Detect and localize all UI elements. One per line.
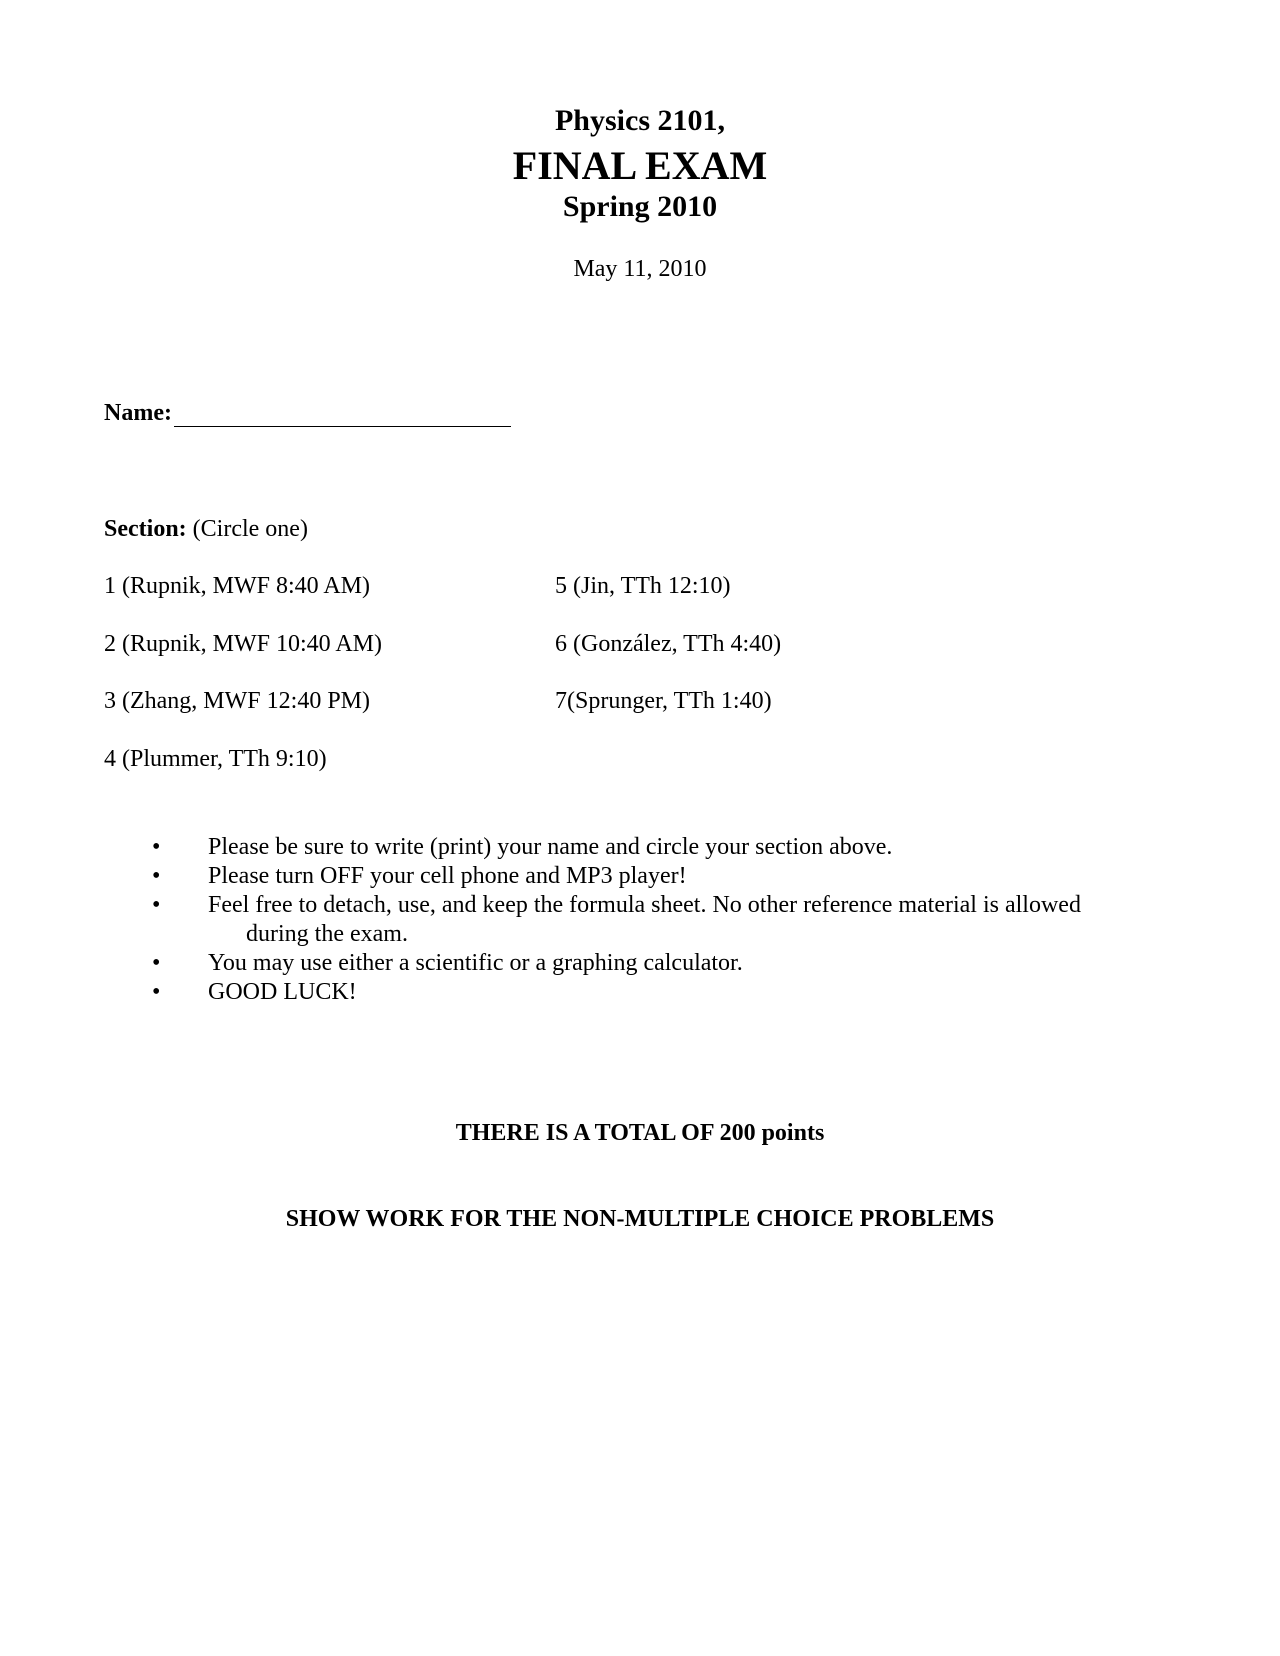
instruction-text-continued: during the exam. xyxy=(246,921,408,947)
show-work-notice: SHOW WORK FOR THE NON-MULTIPLE CHOICE PROBLEMS xyxy=(285,1206,995,1232)
list-item xyxy=(104,862,1164,891)
list-item xyxy=(104,833,1164,862)
instruction-text: Feel free to detach, use, and keep the formula sheet. No other reference material is allowed xyxy=(208,892,1081,918)
course-title: Physics 2101, xyxy=(554,104,725,137)
total-points-notice: THERE IS A TOTAL OF 200 points xyxy=(455,1120,825,1146)
section-heading xyxy=(104,516,308,543)
bullet-icon: • xyxy=(152,950,161,976)
section-option-2[interactable]: 2 (Rupnik, MWF 10:40 AM) xyxy=(104,631,383,657)
section-label: Section: xyxy=(104,516,187,542)
name-label: Name: xyxy=(104,400,172,426)
instruction-text: Please turn OFF your cell phone and MP3 player! xyxy=(208,863,687,889)
exam-date: May 11, 2010 xyxy=(573,256,707,282)
list-item xyxy=(104,978,1164,1007)
section-option-5[interactable]: 5 (Jin, TTh 12:10) xyxy=(555,573,731,599)
section-option-6[interactable]: 6 (González, TTh 4:40) xyxy=(555,631,782,657)
instructions-list xyxy=(104,833,1164,1007)
section-option-3[interactable]: 3 (Zhang, MWF 12:40 PM) xyxy=(104,688,370,714)
list-item xyxy=(104,949,1164,978)
exam-term: Spring 2010 xyxy=(562,190,718,223)
instruction-text: GOOD LUCK! xyxy=(208,979,357,1005)
instruction-text: Please be sure to write (print) your name and circle your section above. xyxy=(208,834,893,860)
section-option-1[interactable]: 1 (Rupnik, MWF 8:40 AM) xyxy=(104,573,371,599)
bullet-icon: • xyxy=(152,834,161,860)
instruction-text: You may use either a scientific or a graphing calculator. xyxy=(208,950,743,976)
list-item xyxy=(104,891,1164,949)
section-instruction: (Circle one) xyxy=(192,516,308,542)
section-option-4[interactable]: 4 (Plummer, TTh 9:10) xyxy=(104,746,327,772)
exam-title: FINAL EXAM xyxy=(512,143,768,188)
bullet-icon: • xyxy=(152,979,161,1005)
bullet-icon: • xyxy=(152,863,161,889)
name-blank-line[interactable] xyxy=(174,402,511,427)
section-option-7[interactable]: 7(Sprunger, TTh 1:40) xyxy=(555,688,772,714)
bullet-icon: • xyxy=(152,892,161,918)
name-field xyxy=(104,400,511,427)
